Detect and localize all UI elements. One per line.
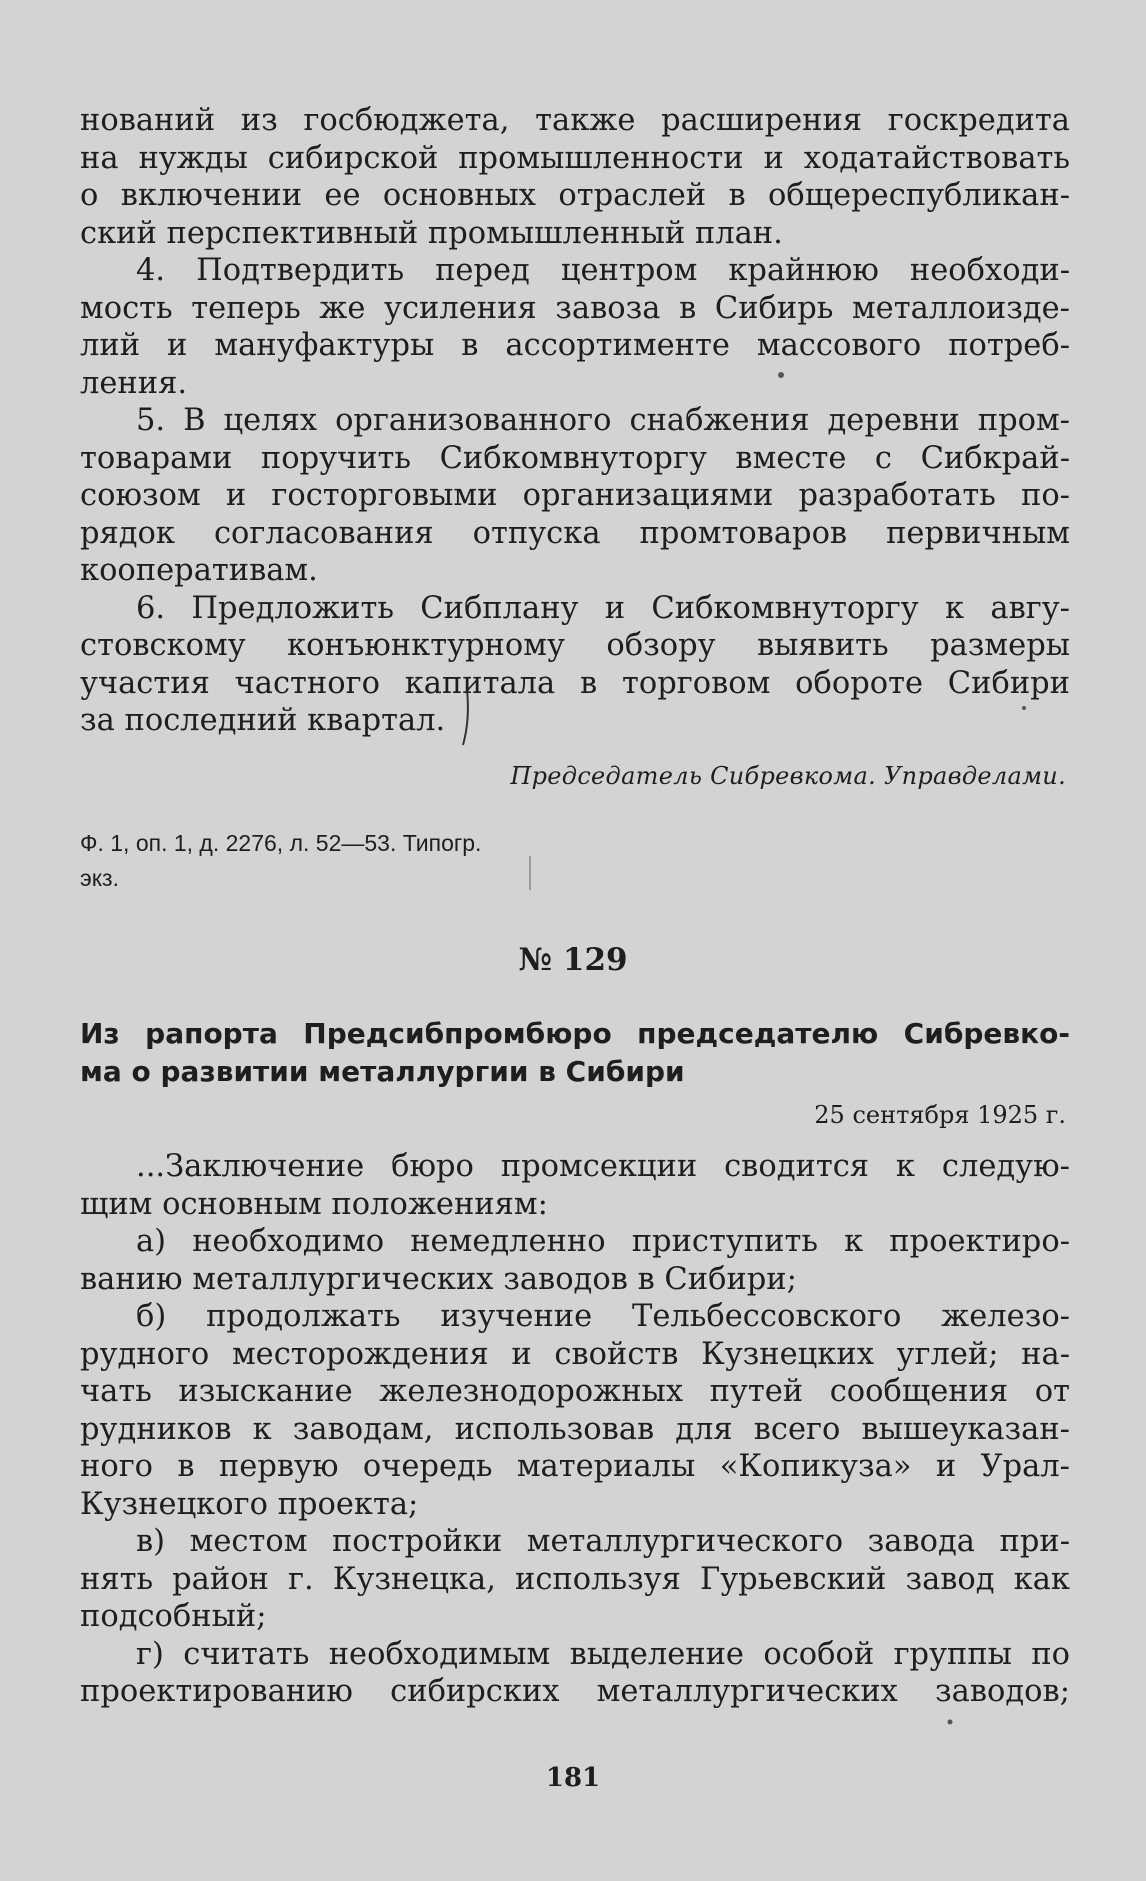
text-line: ский перспективный промышленный план. [80,215,783,251]
text-line: рядок согласования отпуска промтоваров первичным [80,515,1070,551]
text-line: подсобный; [80,1599,267,1634]
signature-line: Председатель Сибревкома. Управделами. [510,762,1066,790]
text-line: б) продолжать изучение Тельбессовского железо- [136,1299,1070,1334]
text-line: нять район г. Кузнецка, используя Гурьевский завод как [80,1561,1070,1597]
document-date: 25 сентября 1925 г. [814,1101,1066,1129]
speck [948,1720,953,1725]
text-line: проектированию сибирских металлургических заводов; [80,1674,1070,1709]
text-line: 5. В целях организованного снабжения деревни пром- [136,403,1070,438]
text-line: рудников к заводам, использовав для всего вышеуказан- [80,1411,1070,1447]
text-line: ного в первую очередь материалы «Копикуза» и Урал- [80,1449,1070,1484]
text-line: нований из госбюджета, также расширения госкредита [80,103,1070,138]
text-line: рудного месторождения и свойств Кузнецких углей; на- [80,1336,1070,1372]
text-line: участия частного капитала в торговом обороте Сибири [80,665,1070,701]
heading-line: ма о развитии металлургии в Сибири [80,1055,685,1088]
text-line: за последний квартал. [80,703,446,738]
text-line: ванию металлургических заводов в Сибири; [80,1261,797,1297]
continued-text-block [80,102,1070,740]
text-line: ления. [80,365,188,401]
document-heading [80,1015,1070,1091]
document-number: № 129 [518,942,628,978]
text-line: в) местом постройки металлургического завода при- [136,1524,1070,1559]
text-line: 4. Подтвердить перед центром крайнюю необходи- [136,253,1070,288]
text-line: а) необходимо немедленно приступить к проектиро- [136,1224,1070,1259]
text-line: мость теперь же усиления завоза в Сибирь металлоизде- [80,290,1070,326]
text-line: ...Заключение бюро промсекции сводится к следую- [136,1149,1070,1184]
text-line: товарами поручить Сибкомвнуторгу вместе с Сибкрай- [80,440,1070,476]
archive-reference [80,826,481,896]
text-line: стовскому конъюнктурному обзору выявить размеры [80,628,1070,663]
text-line: 6. Предложить Сибплану и Сибкомвнуторгу к авгу- [136,590,1070,626]
page-number: 181 [545,1763,601,1793]
text-line: о включении ее основных отраслей в общереспубликан- [80,178,1070,213]
text-line: лий и мануфактуры в ассортименте массового потреб- [80,328,1070,363]
text-line: щим основным положениям: [80,1186,548,1222]
archive-reference-line: экз. [80,865,119,891]
text-line: на нужды сибирской промышленности и ходатайствовать [80,140,1070,176]
text-line: кооперативам. [80,553,318,588]
text-line: чать изыскание железнодорожных путей сообщения от [80,1374,1070,1409]
text-line: союзом и госторговыми организациями разработать по- [80,478,1070,513]
text-line: Кузнецкого проекта; [80,1486,419,1522]
heading-line: Из рапорта Предсибпромбюро председателю Сибревко- [80,1017,1070,1050]
archive-reference-line: Ф. 1, оп. 1, д. 2276, л. 52—53. Типогр. [80,830,482,856]
report-text-block [80,1148,1070,1711]
text-line: г) считать необходимым выделение особой группы по [136,1636,1070,1672]
